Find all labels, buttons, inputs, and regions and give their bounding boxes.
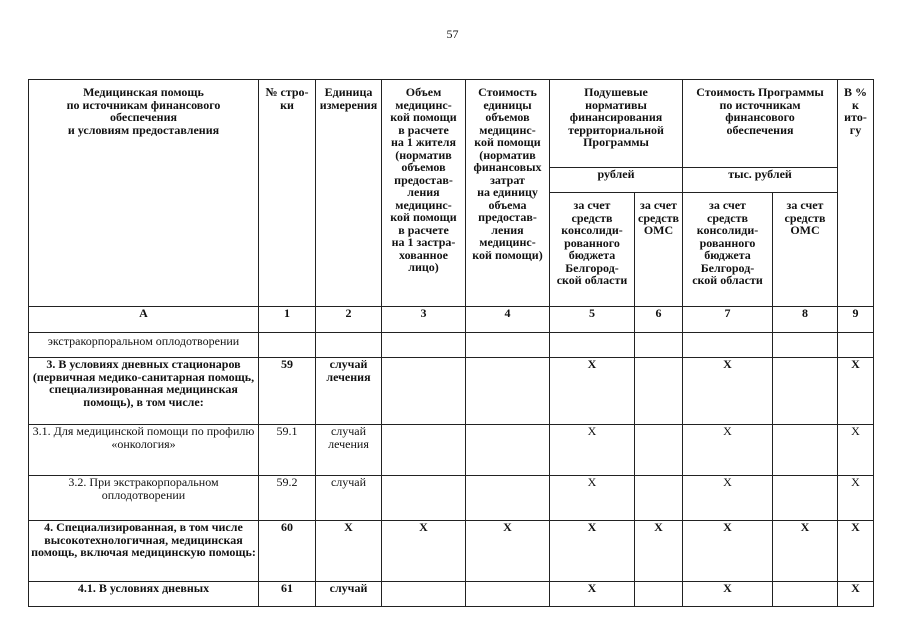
row-oms-cost [773, 476, 838, 521]
header-text-line: ской области [556, 273, 628, 287]
header-per-capita-norms [550, 80, 683, 168]
header-text-line: и условиям предоставления [67, 122, 220, 137]
header-text-line: хованное [399, 247, 448, 262]
row-unit: случай [316, 582, 382, 607]
header-text-line: ления [407, 185, 440, 199]
header-text-line: средств [638, 210, 679, 225]
index-cell: 4 [466, 307, 550, 333]
row-oms-norm [635, 582, 683, 607]
header-text-line: ОМС [643, 223, 674, 237]
row-volume [382, 358, 466, 425]
index-cell: 6 [635, 307, 683, 333]
header-text-line: рованного [564, 235, 620, 250]
header-text-line: объемов [485, 110, 530, 124]
header-text-line: затрат [490, 172, 525, 187]
header-text-line: консолиди- [696, 223, 759, 237]
row-unit: случай лечения [316, 358, 382, 425]
row-budget-cost: Х [683, 358, 773, 425]
header-text-line: ито- [844, 110, 867, 124]
header-text-line: медицинс- [395, 197, 452, 212]
row-budget-norm: Х [550, 358, 635, 425]
header-text-line: по источникам [719, 97, 801, 112]
row-budget-norm: Х [550, 582, 635, 607]
header-text-line: кой помощи [474, 135, 541, 149]
header-unit [316, 80, 382, 307]
header-text-line: Подушевые [584, 85, 648, 99]
financing-table [28, 79, 874, 607]
header-text-line: медицинс- [395, 97, 452, 112]
header-oms-8 [773, 193, 838, 307]
header-text-line: на 1 застра- [391, 235, 456, 249]
header-volume [382, 80, 466, 307]
header-text-line: В % [843, 85, 867, 99]
row-oms-norm [635, 476, 683, 521]
header-text-line: Стоимость [478, 85, 537, 99]
header-text-line: медицинс- [479, 235, 536, 249]
row-number [259, 333, 316, 358]
row-oms-norm [635, 358, 683, 425]
row-budget-norm: Х [550, 425, 635, 476]
row-oms-norm: Х [635, 521, 683, 582]
header-budget-5 [550, 193, 635, 307]
row-unit [316, 333, 382, 358]
row-unit-cost [466, 476, 550, 521]
header-text-line: объемов [401, 160, 446, 174]
row-percent: Х [838, 358, 874, 425]
row-oms-cost [773, 358, 838, 425]
header-text-line: объема [488, 197, 527, 212]
table-row [29, 476, 874, 521]
header-text-line: на единицу [477, 185, 538, 199]
header-medical-care [29, 80, 259, 307]
header-program-cost [683, 80, 838, 168]
header-text-line: Единица [324, 85, 373, 99]
header-text-line: ОМС [790, 223, 820, 237]
row-budget-norm: Х [550, 476, 635, 521]
header-text-line: кой помощи [390, 210, 457, 224]
row-budget-cost [683, 333, 773, 358]
row-unit-cost: Х [466, 521, 550, 582]
header-budget-7 [683, 193, 773, 307]
header-text-line: Объем [405, 85, 442, 99]
header-text-line: средств [571, 210, 613, 225]
table-row [29, 521, 874, 582]
table-row [29, 425, 874, 476]
header-text-line: ления [491, 222, 524, 237]
row-budget-norm: Х [550, 521, 635, 582]
header-text-line: финансовых [473, 160, 542, 174]
header-text-line: Белгород- [565, 260, 619, 275]
row-label: 3.2. При экстракорпоральном оплодотворении [29, 476, 259, 521]
header-text-line: средств [784, 210, 826, 225]
header-text-line: (норматив [479, 147, 536, 162]
header-text-line: Программы [583, 135, 649, 149]
header-text-line: Стоимость Программы [696, 85, 824, 99]
header-text-line: за счет [786, 198, 824, 212]
table-row [29, 582, 874, 607]
header-text-line: консолиди- [561, 223, 623, 237]
header-text-line: за счет [709, 198, 746, 212]
row-oms-norm [635, 425, 683, 476]
header-text-line: обеспечения [110, 110, 177, 124]
header-text-line: (норматив [395, 147, 452, 162]
header-text-line: единицы [483, 97, 532, 112]
header-oms-6 [635, 193, 683, 307]
row-percent: Х [838, 425, 874, 476]
index-cell: 2 [316, 307, 382, 333]
header-text-line: обеспечения [726, 122, 794, 137]
index-cell: А [29, 307, 259, 333]
row-percent: Х [838, 476, 874, 521]
row-unit: случай [316, 476, 382, 521]
header-text-line: лицо) [408, 260, 439, 274]
index-cell: 3 [382, 307, 466, 333]
header-text-line: рованного [699, 235, 756, 250]
row-number: 59.2 [259, 476, 316, 521]
header-text-line: финансового [725, 110, 795, 124]
header-text-line: за счет [573, 198, 611, 212]
index-row [29, 307, 874, 333]
header-text-line: нормативы [585, 97, 647, 112]
row-oms-cost: Х [773, 521, 838, 582]
index-cell: 9 [838, 307, 874, 333]
header-text-line: предостав- [394, 172, 453, 187]
header-text-line: Медицинская помощь [83, 85, 204, 99]
row-number: 59 [259, 358, 316, 425]
row-budget-cost: Х [683, 476, 773, 521]
row-budget-norm [550, 333, 635, 358]
index-cell: 1 [259, 307, 316, 333]
row-number: 59.1 [259, 425, 316, 476]
row-unit-cost [466, 582, 550, 607]
row-unit-cost [466, 425, 550, 476]
table-row [29, 333, 874, 358]
header-text-line: предостав- [478, 210, 537, 224]
index-cell: 7 [683, 307, 773, 333]
header-percent-total [838, 80, 874, 307]
header-text-line: в расчете [398, 122, 449, 137]
row-budget-cost: Х [683, 521, 773, 582]
header-text-line: кой помощи) [472, 247, 543, 262]
header-unit-cost [466, 80, 550, 307]
header-text-line: территориальной [568, 122, 664, 137]
row-label: 4. Специализированная, в том числе высокотехнологичная, медицинская помощь, включая медицинскую помощь: [29, 521, 259, 582]
table-body [29, 333, 874, 607]
row-oms-norm [635, 333, 683, 358]
header-text-line: за счет [640, 198, 677, 212]
page-number: 57 [446, 27, 459, 41]
row-oms-cost [773, 425, 838, 476]
row-number: 61 [259, 582, 316, 607]
header-text-line: измерения [319, 97, 378, 112]
header-unit-rubles: рублей [550, 168, 683, 193]
header-text-line: кой помощи [390, 110, 457, 124]
row-percent: Х [838, 521, 874, 582]
row-number: 60 [259, 521, 316, 582]
row-volume [382, 582, 466, 607]
index-cell: 5 [550, 307, 635, 333]
row-label: экстракорпоральном оплодотворении [29, 333, 259, 358]
row-volume: Х [382, 521, 466, 582]
row-label: 3. В условиях дневных стационаров (первичная медико-санитарная помощь, специализированная медицинская помощь), в том числе: [29, 358, 259, 425]
header-text-line: к [852, 97, 859, 112]
row-volume [382, 425, 466, 476]
header-text-line: финансирования [569, 110, 663, 124]
row-budget-cost: Х [683, 425, 773, 476]
row-oms-cost [773, 582, 838, 607]
row-unit: случай лечения [316, 425, 382, 476]
header-text-line: ской области [692, 273, 763, 287]
row-label: 3.1. Для медицинской помощи по профилю «онкология» [29, 425, 259, 476]
header-text-line: в расчете [398, 222, 449, 237]
header-text-line: средств [707, 210, 748, 225]
row-percent: Х [838, 582, 874, 607]
row-oms-cost [773, 333, 838, 358]
row-label: 4.1. В условиях дневных [29, 582, 259, 607]
row-unit-cost [466, 333, 550, 358]
table-row [29, 358, 874, 425]
row-unit-cost [466, 358, 550, 425]
header-text-line: медицинс- [479, 122, 536, 137]
row-volume [382, 333, 466, 358]
header-unit-thousand-rubles: тыс. рублей [683, 168, 838, 193]
row-budget-cost: Х [683, 582, 773, 607]
row-unit: Х [316, 521, 382, 582]
header-text-line: по источникам финансового [66, 97, 221, 112]
header-text-line: бюджета [704, 248, 751, 262]
row-volume [382, 476, 466, 521]
header-text-line: № стро- [265, 85, 309, 99]
index-cell: 8 [773, 307, 838, 333]
header-text-line: Белгород- [700, 260, 755, 275]
header-text-line: бюджета [568, 248, 616, 262]
header-row-number [259, 80, 316, 307]
row-percent [838, 333, 874, 358]
header-text-line: на 1 жителя [391, 135, 456, 149]
header-text-line: ки [280, 97, 294, 112]
header-text-line: гу [849, 122, 862, 137]
